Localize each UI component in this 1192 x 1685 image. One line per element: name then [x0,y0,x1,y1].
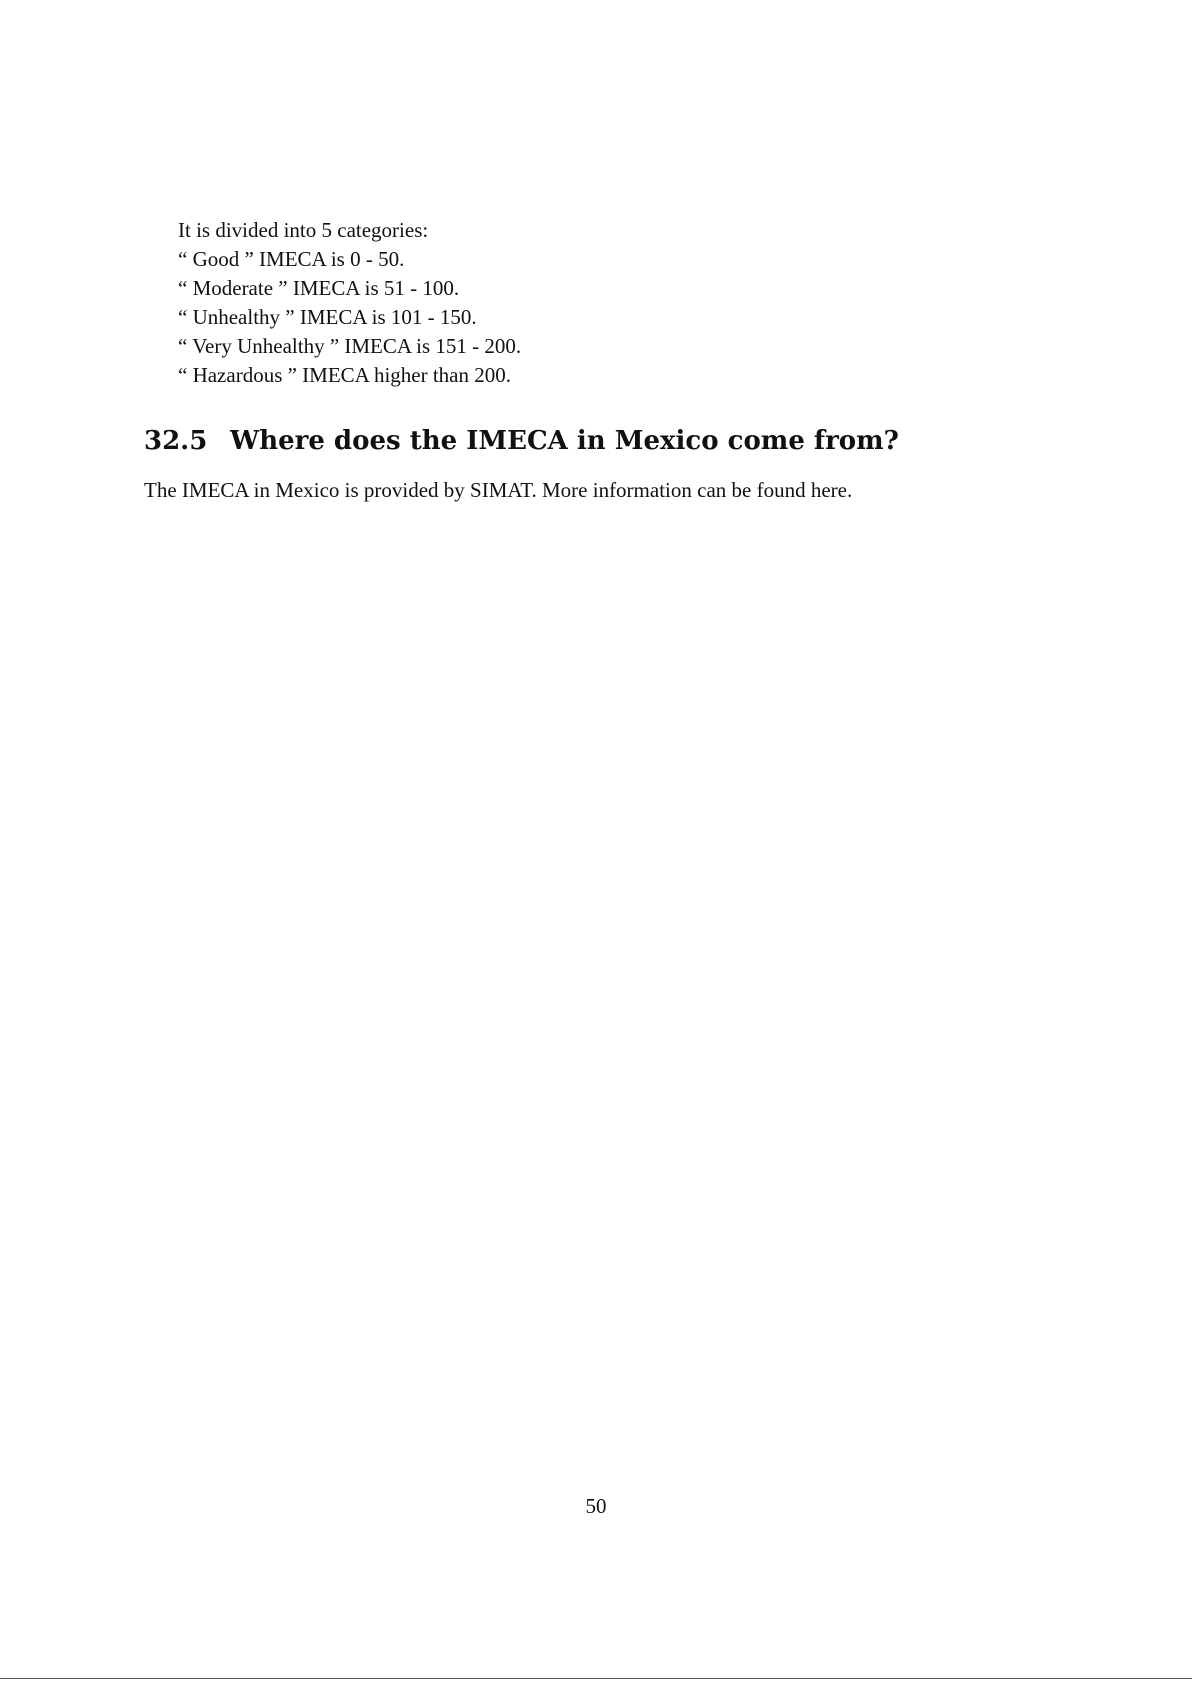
category-list-lead: It is divided into 5 categories: [178,218,429,242]
page-number: 50 [585,1494,607,1518]
section-body: The IMECA in Mexico is provided by SIMAT. More information can be found here. [144,478,853,502]
section-number: 32.5 [144,426,208,456]
bottom-rule [0,1678,1192,1679]
category-very-unhealthy: “ Very Unhealthy ” IMECA is 151 - 200. [178,334,522,358]
section-title: Where does the IMECA in Mexico come from? [230,426,899,456]
category-hazardous: “ Hazardous ” IMECA higher than 200. [178,363,511,387]
section-heading [144,426,899,456]
category-list [178,216,521,390]
category-good: “ Good ” IMECA is 0 - 50. [178,247,405,271]
category-moderate: “ Moderate ” IMECA is 51 - 100. [178,276,460,300]
category-unhealthy: “ Unhealthy ” IMECA is 101 - 150. [178,305,477,329]
